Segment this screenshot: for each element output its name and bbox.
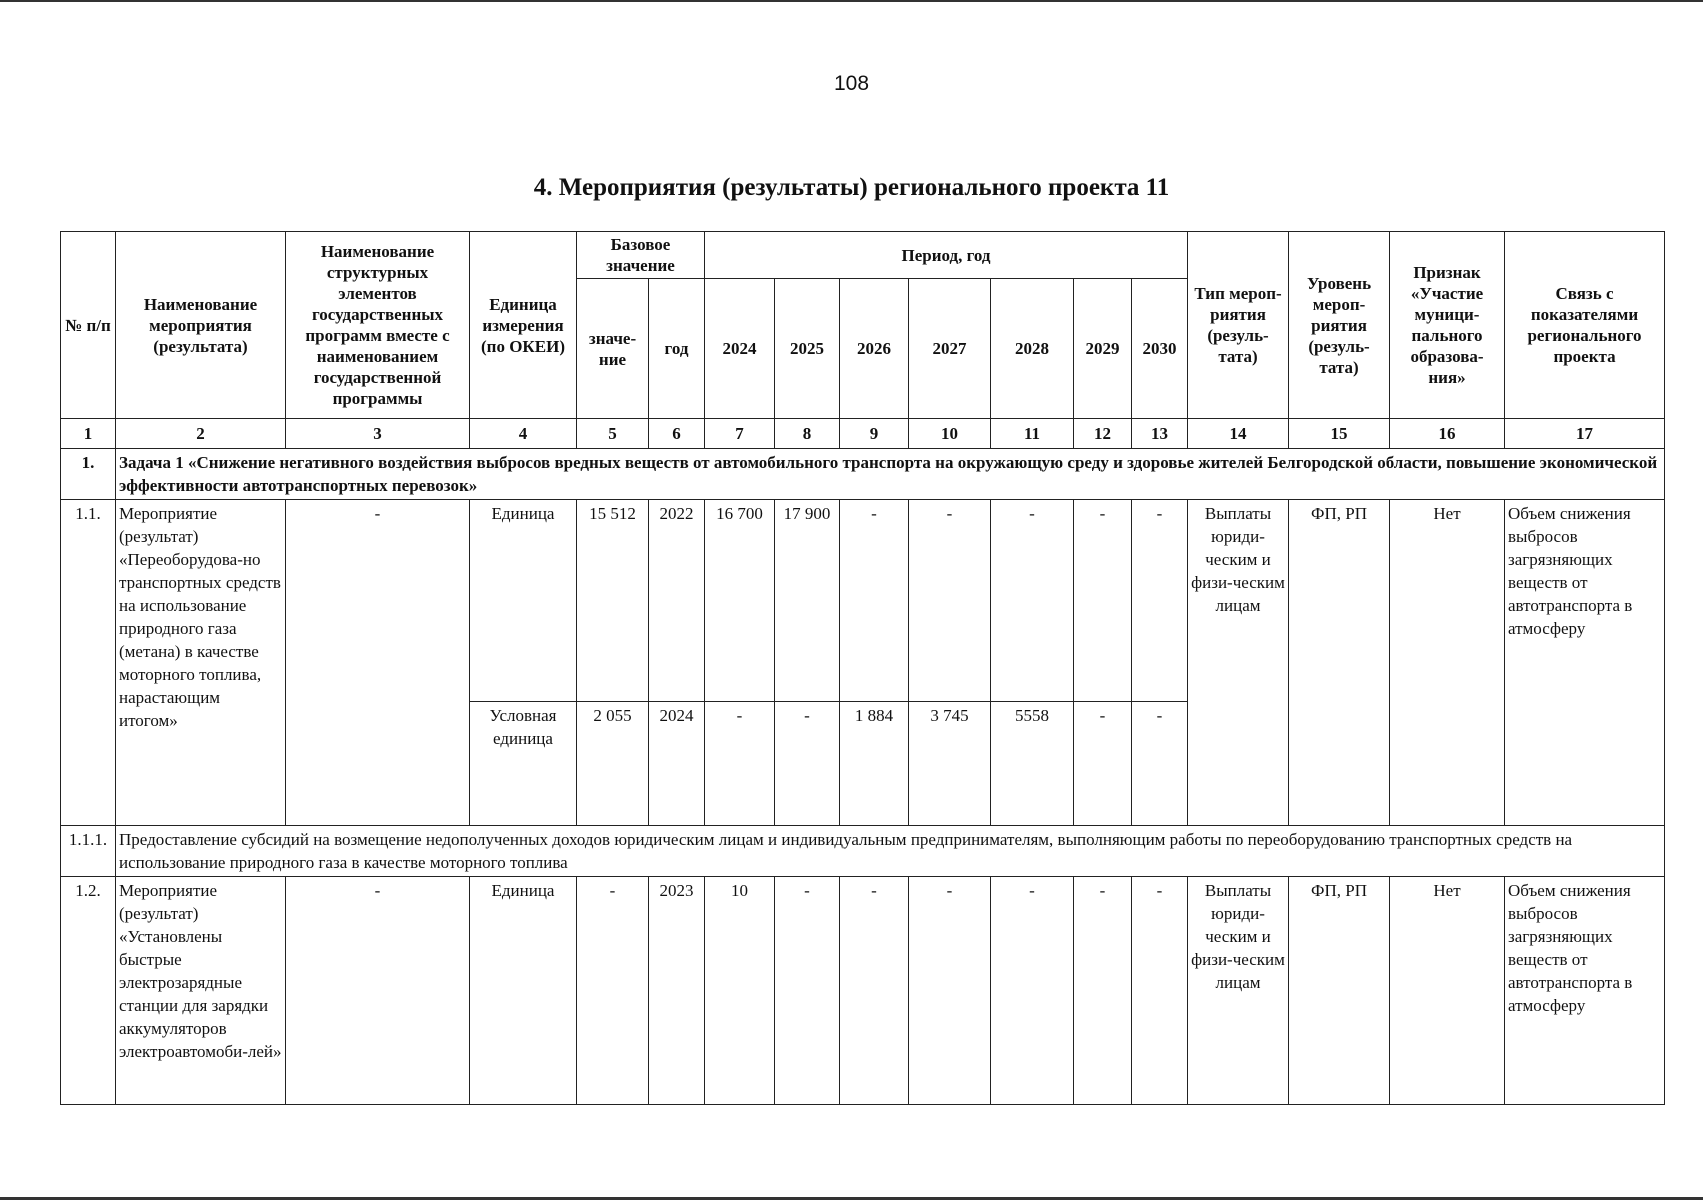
column-number: 12	[1074, 419, 1132, 449]
column-number-row	[61, 419, 1665, 449]
header-year-2025: 2025	[775, 279, 840, 419]
value-2026: 1 884	[840, 702, 909, 826]
event-name: Мероприятие (результат) «Установлены быстрые электрозарядные станции для зарядки аккумуляторов электроавтомоби-лей»	[116, 877, 286, 1105]
column-number: 17	[1505, 419, 1665, 449]
header-period: Период, год	[705, 232, 1188, 279]
value-2028: 5558	[991, 702, 1074, 826]
header-year-2028: 2028	[991, 279, 1074, 419]
municipal-flag: Нет	[1390, 877, 1505, 1105]
header-type: Тип мероп-риятия (резуль-тата)	[1188, 232, 1289, 419]
value-2024: -	[705, 702, 775, 826]
header-level: Уровень мероп-риятия (резуль-тата)	[1289, 232, 1390, 419]
value-2028: -	[991, 500, 1074, 702]
base-value-cell: 15 512	[577, 500, 649, 702]
value-2027: -	[909, 500, 991, 702]
indicator-link: Объем снижения выбросов загрязняющих веществ от автотранспорта в атмосферу	[1505, 877, 1665, 1105]
value-2027: 3 745	[909, 702, 991, 826]
base-year-cell: 2024	[649, 702, 705, 826]
header-year-2024: 2024	[705, 279, 775, 419]
header-unit: Единица измерения (по ОКЕИ)	[470, 232, 577, 419]
struct-element: -	[286, 500, 470, 826]
event-type: Выплаты юриди-ческим и физи-ческим лицам	[1188, 877, 1289, 1105]
page-title: 4. Мероприятия (результаты) регионального проекта 11	[533, 174, 1170, 201]
base-value-cell: 2 055	[577, 702, 649, 826]
column-number: 16	[1390, 419, 1505, 449]
task-text: Задача 1 «Снижение негативного воздействия выбросов вредных веществ от автомобильного транспорта на окружающую среду и здоровье жителей Белгородской области, повышение экономической эффективности автотранспортных перевозок»	[116, 449, 1665, 500]
page-number: 108	[833, 72, 870, 95]
value-2024: 10	[705, 877, 775, 1105]
column-number: 9	[840, 419, 909, 449]
header-base-value: значе-ние	[577, 279, 649, 419]
table-row	[61, 500, 1665, 702]
events-table	[60, 231, 1665, 1105]
value-2027: -	[909, 877, 991, 1105]
value-2026: -	[840, 500, 909, 702]
header-name: Наименование мероприятия (результата)	[116, 232, 286, 419]
header-base: Базовое значение	[577, 232, 705, 279]
column-number: 11	[991, 419, 1074, 449]
value-2025: 17 900	[775, 500, 840, 702]
value-2029: -	[1074, 500, 1132, 702]
event-level: ФП, РП	[1289, 877, 1390, 1105]
event-name: Мероприятие (результат) «Переоборудова-но транспортных средств на использование природного газа (метана) в качестве моторного топлива, нарастающим итогом»	[116, 500, 286, 826]
column-number: 5	[577, 419, 649, 449]
row-number: 1.1.1.	[61, 826, 116, 877]
unit-cell: Единица	[470, 500, 577, 702]
task-number: 1.	[61, 449, 116, 500]
header-base-year: год	[649, 279, 705, 419]
column-number: 15	[1289, 419, 1390, 449]
header-num: № п/п	[61, 232, 116, 419]
column-number: 6	[649, 419, 705, 449]
task-row	[61, 449, 1665, 500]
column-number: 4	[470, 419, 577, 449]
value-2028: -	[991, 877, 1074, 1105]
municipal-flag: Нет	[1390, 500, 1505, 826]
base-year-cell: 2023	[649, 877, 705, 1105]
value-2029: -	[1074, 877, 1132, 1105]
base-value-cell: -	[577, 877, 649, 1105]
sub-row-text: Предоставление субсидий на возмещение недополученных доходов юридическим лицам и индивидуальным предпринимателям, выполняющим работы по переоборудованию транспортных средств на использование природного газа в качестве моторного топлива	[116, 826, 1665, 877]
column-number: 10	[909, 419, 991, 449]
scan-edge-top	[0, 0, 1703, 2]
unit-cell: Единица	[470, 877, 577, 1105]
header-year-2029: 2029	[1074, 279, 1132, 419]
table-row	[61, 877, 1665, 1105]
column-number: 3	[286, 419, 470, 449]
event-type: Выплаты юриди-ческим и физи-ческим лицам	[1188, 500, 1289, 826]
column-number: 8	[775, 419, 840, 449]
value-2025: -	[775, 877, 840, 1105]
row-number: 1.2.	[61, 877, 116, 1105]
header-year-2030: 2030	[1132, 279, 1188, 419]
column-number: 14	[1188, 419, 1289, 449]
column-number: 1	[61, 419, 116, 449]
value-2024: 16 700	[705, 500, 775, 702]
value-2030: -	[1132, 702, 1188, 826]
value-2026: -	[840, 877, 909, 1105]
event-level: ФП, РП	[1289, 500, 1390, 826]
column-number: 7	[705, 419, 775, 449]
row-number: 1.1.	[61, 500, 116, 826]
base-year-cell: 2022	[649, 500, 705, 702]
header-year-2027: 2027	[909, 279, 991, 419]
header-link: Связь с показателями регионального проекта	[1505, 232, 1665, 419]
value-2029: -	[1074, 702, 1132, 826]
value-2025: -	[775, 702, 840, 826]
unit-cell: Условная единица	[470, 702, 577, 826]
column-number: 13	[1132, 419, 1188, 449]
struct-element: -	[286, 877, 470, 1105]
header-year-2026: 2026	[840, 279, 909, 419]
value-2030: -	[1132, 500, 1188, 702]
value-2030: -	[1132, 877, 1188, 1105]
column-number: 2	[116, 419, 286, 449]
sub-row	[61, 826, 1665, 877]
indicator-link: Объем снижения выбросов загрязняющих веществ от автотранспорта в атмосферу	[1505, 500, 1665, 826]
header-struct: Наименование структурных элементов государственных программ вместе с наименованием государственной программы	[286, 232, 470, 419]
header-municipal: Признак «Участие муници-пального образова-ния»	[1390, 232, 1505, 419]
